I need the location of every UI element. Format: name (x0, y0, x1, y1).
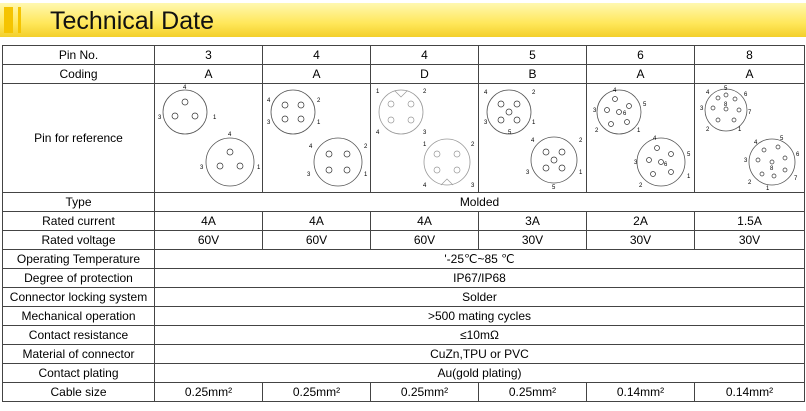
pin-label: 7 (747, 110, 751, 116)
pin-label: 2 (639, 183, 643, 189)
pin-label: 3 (158, 115, 162, 121)
pin-label: 2 (471, 142, 475, 148)
technical-data-table (2, 45, 805, 402)
pin-label: 4 (183, 85, 187, 91)
row-cable-size (3, 383, 805, 402)
table-cell: 0.25mm² (371, 383, 479, 402)
pin-label: 6 (795, 152, 799, 158)
row-label: Contact plating (3, 364, 155, 383)
pin-label: 1 (579, 170, 583, 176)
pin-label: 1 (257, 165, 261, 171)
pin-label: 3 (593, 108, 597, 114)
table-cell: Molded (155, 193, 805, 212)
row-label: Rated voltage (3, 231, 155, 250)
pin-label: 3 (471, 183, 475, 189)
pin-diagram-5pin (479, 84, 587, 192)
pin-label: 3 (743, 158, 747, 164)
table-cell: 60V (371, 231, 479, 250)
table-cell: 4A (155, 212, 263, 231)
row-label: Pin for reference (3, 84, 155, 193)
pin-diagram-cell (263, 84, 371, 193)
table-cell: 0.25mm² (155, 383, 263, 402)
row-pin-reference (3, 84, 805, 193)
row-label: Cable size (3, 383, 155, 402)
row-label: Contact resistance (3, 326, 155, 345)
table-cell: 0.14mm² (587, 383, 695, 402)
pin-diagram-4pin-a (263, 84, 371, 192)
pin-label: 2 (747, 180, 751, 186)
pin-label: 1 (376, 89, 380, 95)
pin-label: 4 (423, 183, 427, 189)
pin-label: 8 (723, 102, 727, 108)
table-cell: A (587, 65, 695, 84)
pin-label: 1 (765, 186, 769, 192)
pin-label: 6 (623, 111, 627, 117)
table-cell: CuZn,TPU or PVC (155, 345, 805, 364)
pin-label: 3 (699, 106, 703, 112)
pin-label: 2 (705, 127, 709, 133)
row-label: Mechanical operation (3, 307, 155, 326)
pin-diagram-cell (479, 84, 587, 193)
table-cell: 60V (155, 231, 263, 250)
row-type (3, 193, 805, 212)
table-cell: >500 mating cycles (155, 307, 805, 326)
table-cell: Au(gold plating) (155, 364, 805, 383)
pin-label: 4 (376, 130, 380, 136)
pin-label: 1 (637, 128, 641, 134)
row-mechanical-operation (3, 307, 805, 326)
pin-label: 4 (653, 136, 657, 142)
row-label: Pin No. (3, 46, 155, 65)
pin-label: 8 (769, 166, 773, 172)
table-cell: 0.14mm² (695, 383, 805, 402)
pin-label: 4 (309, 144, 313, 150)
banner-accent (4, 7, 13, 33)
row-label: Coding (3, 65, 155, 84)
row-degree-of-protection (3, 269, 805, 288)
pin-label: 5 (508, 130, 512, 136)
pin-label: 5 (687, 152, 691, 158)
pin-label: 4 (753, 140, 757, 146)
row-material (3, 345, 805, 364)
pin-label: 5 (643, 102, 647, 108)
table-cell: 3A (479, 212, 587, 231)
pin-label: 4 (613, 88, 617, 94)
pin-label: 5 (723, 86, 727, 92)
pin-label: 4 (484, 90, 488, 96)
row-label: Operating Temperature (3, 250, 155, 269)
pin-label: 6 (664, 162, 668, 168)
pin-label: 4 (705, 90, 709, 96)
table-cell: 4 (371, 46, 479, 65)
table-cell: 0.25mm² (263, 383, 371, 402)
row-pin-no (3, 46, 805, 65)
pin-label: 2 (317, 98, 321, 104)
table-cell: 4 (263, 46, 371, 65)
pin-label: 2 (532, 90, 536, 96)
pin-diagram-6pin (587, 84, 695, 192)
row-operating-temperature (3, 250, 805, 269)
row-rated-current (3, 212, 805, 231)
row-rated-voltage (3, 231, 805, 250)
row-label: Degree of protection (3, 269, 155, 288)
pin-label: 4 (228, 132, 232, 138)
table-cell: A (263, 65, 371, 84)
pin-label: 6 (743, 92, 747, 98)
pin-label: 2 (364, 144, 368, 150)
table-cell: B (479, 65, 587, 84)
table-cell: 60V (263, 231, 371, 250)
table-cell: 30V (479, 231, 587, 250)
pin-label: 1 (317, 120, 321, 126)
pin-label: 4 (267, 98, 271, 104)
table-cell: 1.5A (695, 212, 805, 231)
pin-label: 1 (364, 172, 368, 178)
row-locking-system (3, 288, 805, 307)
table-cell: 8 (695, 46, 805, 65)
title-banner (0, 0, 806, 44)
table-cell: 30V (587, 231, 695, 250)
pin-label: 2 (579, 138, 583, 144)
table-cell: A (695, 65, 805, 84)
pin-label: 2 (423, 89, 427, 95)
table-cell: 6 (587, 46, 695, 65)
pin-label: 5 (779, 136, 783, 142)
pin-diagram-cell (695, 84, 805, 193)
row-contact-resistance (3, 326, 805, 345)
pin-label: 1 (737, 127, 741, 133)
table-cell: 5 (479, 46, 587, 65)
pin-label: 7 (793, 176, 797, 182)
pin-diagram-cell (155, 84, 263, 193)
pin-diagram-3pin (155, 84, 263, 192)
pin-diagram-8pin (696, 84, 804, 192)
pin-label: 3 (423, 130, 427, 136)
pin-label: 3 (634, 160, 638, 166)
pin-label: 3 (484, 120, 488, 126)
row-contact-plating (3, 364, 805, 383)
row-label: Type (3, 193, 155, 212)
pin-label: 4 (531, 138, 535, 144)
table-cell: 4A (371, 212, 479, 231)
table-cell: 3 (155, 46, 263, 65)
pin-label: 1 (532, 120, 536, 126)
table-cell: '-25℃~85 ℃ (155, 250, 805, 269)
banner-accent-thin (18, 7, 21, 33)
pin-label: 1 (423, 142, 427, 148)
pin-label: 2 (595, 128, 599, 134)
pin-label: 1 (687, 174, 691, 180)
table-cell: Solder (155, 288, 805, 307)
table-cell: 4A (263, 212, 371, 231)
table-cell: A (155, 65, 263, 84)
row-coding (3, 65, 805, 84)
pin-label: 3 (307, 172, 311, 178)
row-label: Connector locking system (3, 288, 155, 307)
pin-label: 1 (213, 115, 217, 121)
table-cell: ≤10mΩ (155, 326, 805, 345)
table-cell: IP67/IP68 (155, 269, 805, 288)
pin-label: 3 (267, 120, 271, 126)
row-label: Rated current (3, 212, 155, 231)
pin-diagram-4pin-d (371, 84, 479, 192)
page-title: Technical Date (50, 7, 214, 35)
table-cell: D (371, 65, 479, 84)
pin-label: 5 (552, 185, 556, 191)
pin-diagram-cell (587, 84, 695, 193)
table-cell: 2A (587, 212, 695, 231)
pin-label: 3 (200, 165, 204, 171)
table-cell: 0.25mm² (479, 383, 587, 402)
table-cell: 30V (695, 231, 805, 250)
pin-label: 3 (526, 170, 530, 176)
row-label: Material of connector (3, 345, 155, 364)
pin-diagram-cell (371, 84, 479, 193)
